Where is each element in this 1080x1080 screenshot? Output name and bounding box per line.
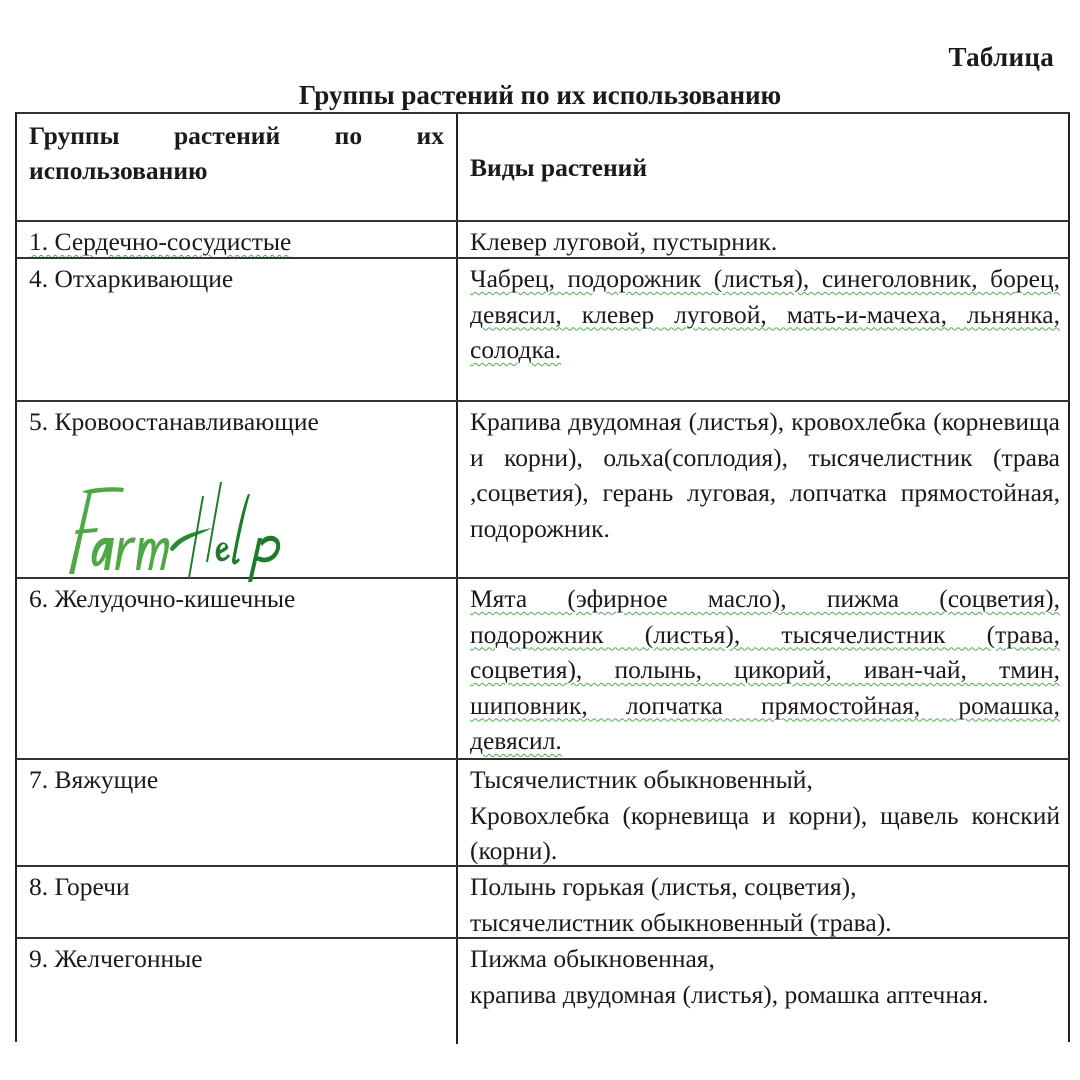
header-plants (456, 114, 1070, 220)
row-group: 7. Вяжущие (29, 765, 159, 794)
row-plants (456, 760, 1070, 865)
document-title: Группы растений по их использованию (298, 80, 782, 110)
row-group: 9. Желчегонные (29, 944, 203, 973)
farmhelp-logo (52, 478, 292, 582)
row-plants (456, 259, 1070, 400)
table-caption: Таблица (948, 42, 1054, 72)
row-group: 8. Горечи (29, 872, 130, 901)
table-header-row (15, 112, 1070, 220)
table-row (15, 220, 1070, 257)
table-row (15, 577, 1070, 758)
row-plants (456, 867, 1070, 937)
row-group: 6. Желудочно-кишечные (29, 584, 296, 613)
table-row (15, 758, 1070, 865)
plants-line: тысячелистник обыкновенный (трава). (470, 907, 892, 937)
header-plants-label: Виды растений (470, 153, 648, 182)
plants-line: Пижма обыкновенная, (470, 944, 715, 973)
plants-line: Тысячелистник обыкновенный, (470, 765, 813, 794)
plants-line: крапива двудомная (листья), ромашка аптечная. (470, 979, 989, 1009)
plants-text: Чабрец, подорожник (листья), синеголовник, борец, девясил, клевер луговой, мать-и-мачеха, льнянка, солодка. (470, 264, 1060, 364)
table-row (15, 937, 1070, 1042)
table-row (15, 865, 1070, 937)
plants-line: Полынь горькая (листья, соцветия), (470, 872, 857, 901)
plants-text: Мята (эфирное масло), пижма (соцветия), подорожник (листья), тысячелистник (трава, соцветия), полынь, цикорий, иван-чай, тмин, шиповник, лопчатка прямостойная, ромашка, девясил. (470, 584, 1060, 755)
plants-line: Кровохлебка (корневища и корни), щавель конский (корни). (470, 800, 1060, 865)
row-plants: Клевер луговой, пустырник. (456, 222, 1070, 257)
row-group: 5. Кровоостанавливающие (29, 407, 319, 436)
row-plants (456, 939, 1070, 1044)
header-group: Группы растений по их использованию (29, 121, 444, 185)
table-row (15, 257, 1070, 400)
farmhelp-logo-help (170, 482, 280, 582)
row-group (17, 222, 456, 260)
group-text: 1. Сердечно-сосудистые (29, 227, 292, 256)
row-plants: Крапива двудомная (листья), кровохлебка (корневища и корни), ольха(соплодия), тысячелистник (трава ,соцветия), герань луговая, лопчатка прямостойная, подорожник. (456, 402, 1070, 577)
row-plants (456, 579, 1070, 758)
farmhelp-logo-farm (69, 487, 169, 574)
row-group: 4. Отхаркивающие (29, 264, 234, 293)
